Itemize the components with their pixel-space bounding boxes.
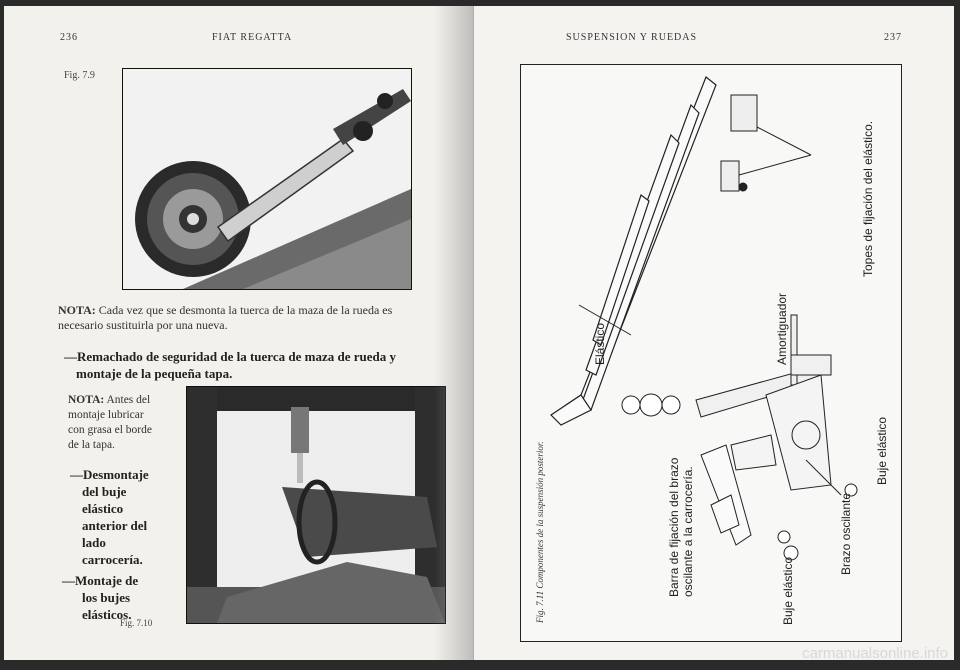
press-photo bbox=[187, 387, 445, 623]
fig-7-11-caption: Fig. 7.11 Componentes de la suspensión posterior. bbox=[535, 441, 545, 623]
wheel-hub-photo bbox=[123, 69, 411, 289]
label-elastico: Elástico bbox=[593, 322, 607, 365]
label-amortiguador: Amortiguador bbox=[775, 292, 789, 365]
label-buje-elastico-left: Buje elástico bbox=[781, 556, 795, 625]
label-barra-line-2: oscilante a la carrocería. bbox=[681, 466, 695, 597]
fig-7-9-photo bbox=[122, 68, 412, 290]
left-page bbox=[4, 6, 474, 660]
fig-7-10-photo bbox=[186, 386, 446, 624]
step-desmontaje-line-1: —Desmontaje bbox=[70, 467, 149, 482]
step-desmontaje-line-3: elástico bbox=[82, 501, 124, 516]
nota-2-lead: NOTA: bbox=[68, 394, 105, 406]
nota-1 bbox=[58, 303, 458, 333]
running-head-left: FIAT REGATTA bbox=[212, 32, 293, 43]
step-remachado-line-2: montaje de la pequeña tapa. bbox=[76, 366, 233, 381]
label-brazo-oscilante: Brazo oscilante bbox=[839, 492, 853, 575]
step-desmontaje-line-5: lado bbox=[82, 535, 106, 550]
nota-1-lead: NOTA: bbox=[58, 303, 96, 317]
nota-1-line-1: Cada vez que se desmonta la tuerca de la maza de la rueda es bbox=[98, 303, 393, 317]
step-remachado-line-1: —Remachado de seguridad de la tuerca de maza de rueda y bbox=[64, 349, 396, 364]
spring-stop-pads bbox=[721, 95, 757, 191]
running-head-right: SUSPENSION Y RUEDAS bbox=[566, 32, 698, 43]
step-desmontaje bbox=[70, 466, 190, 568]
label-barra-line-1: Barra de fijación del brazo bbox=[667, 457, 681, 597]
step-montaje bbox=[62, 572, 182, 623]
watermark: carmanualsonline.info bbox=[802, 645, 948, 662]
nota-2 bbox=[68, 393, 186, 453]
right-page bbox=[474, 6, 954, 660]
label-topes: Topes de fijación del elástico. bbox=[861, 120, 875, 277]
gutter-shadow-left bbox=[434, 6, 474, 660]
step-desmontaje-line-4: anterior del bbox=[82, 518, 148, 533]
nota-2-line-4: de la tapa. bbox=[68, 439, 115, 451]
leaf-spring-drawing bbox=[551, 77, 716, 425]
step-montaje-line-2: los bujes bbox=[82, 590, 131, 605]
step-remachado bbox=[64, 348, 474, 382]
nota-1-line-2: necesario sustituirla por una nueva. bbox=[58, 318, 228, 332]
page-number-right: 237 bbox=[884, 32, 902, 43]
step-montaje-line-3: elásticos. bbox=[82, 607, 132, 622]
nota-2-line-3: con grasa el borde bbox=[68, 424, 152, 436]
step-desmontaje-line-2: del buje bbox=[82, 484, 127, 499]
page-number-left: 236 bbox=[60, 32, 78, 43]
fig-7-9-label: Fig. 7.9 bbox=[64, 70, 95, 81]
step-montaje-line-1: —Montaje de bbox=[62, 573, 139, 588]
step-desmontaje-line-6: carrocería. bbox=[82, 552, 143, 567]
fig-7-11-frame bbox=[520, 64, 902, 642]
label-buje-elastico-right: Buje elástico bbox=[875, 416, 889, 485]
nota-2-line-2: montaje lubricar bbox=[68, 409, 144, 421]
bushing-set-drawing bbox=[622, 394, 680, 416]
fig-7-10-label: Fig. 7.10 bbox=[120, 618, 153, 628]
nota-2-line-1: Antes del bbox=[106, 394, 151, 406]
